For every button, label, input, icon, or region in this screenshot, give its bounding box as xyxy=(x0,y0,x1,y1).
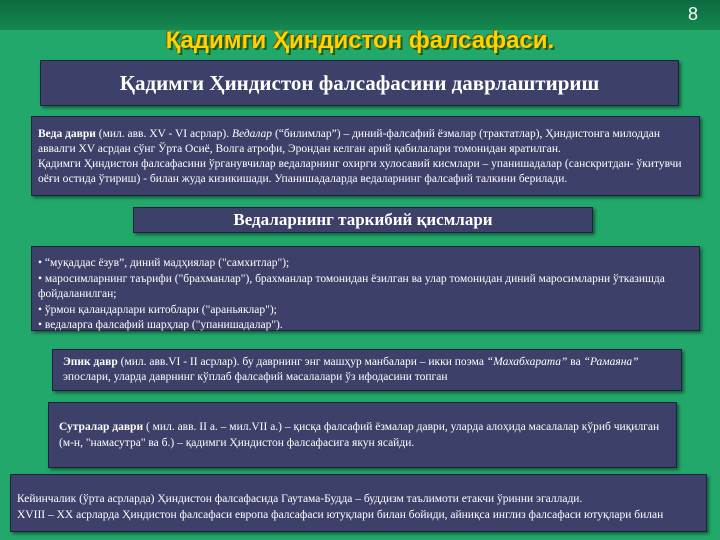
veda-date: (мил. авв. XV - VI асрлар). xyxy=(95,128,232,140)
page-number: 8 xyxy=(687,4,698,24)
epic-and: ва xyxy=(567,356,584,368)
epic-text2: эпослари, уларда даврнинг кўплаб фалсафий масалалари ўз ифодасини топган xyxy=(63,371,448,383)
components-header: Ведаларнинг таркибий қисмлари xyxy=(133,207,593,233)
component-item: • “муқаддас ёзув”, диний мадҳиялар ("самхитлар"); xyxy=(38,257,290,269)
epic-text1: (мил. авв.VI - II асрлар). бу даврнинг энг машҳур манбалари – икки поэма xyxy=(117,356,487,368)
sutra-title: Сутралар даври xyxy=(59,421,144,433)
sutra-text: ( мил. авв. II а. – мил.VII а.) – қисқа фалсафий ёзмалар даври, уларда алоҳида масалалар кўриб чиқилган (м-н, "намасутра" ва б.) – қадимги Ҳиндистон фалсафасига якун ясайди. xyxy=(59,421,660,449)
veda-line2: Қадимги Ҳиндистон фалсафасини ўрганувчилар ведаларнинг охирги хулосавий кисмлари – упанишадалар (санскритдан- ўкитувчи оёғи остида ўтириш) - билан жуда кизикишади. Упанишадаларда ведаларнинг фалсафий талкини берилади. xyxy=(38,158,682,185)
veda-title: Веда даври xyxy=(38,128,96,140)
veda-period-box xyxy=(31,116,700,196)
section-header: Қадимги Ҳиндистон фалсафасини даврлаштириш xyxy=(40,60,679,106)
top-bar xyxy=(0,0,720,30)
veda-line1: (“билимлар”) – диний-фалсафий ёзмалар (трактатлар), Ҳиндистонга милоддан аввалги XV асрдан сўнг Ўрта Осиё, Волга атрофи, Эрондан келган арий қабилалари томонидан яратилган. xyxy=(38,128,661,155)
epic-period-box xyxy=(52,349,682,391)
later-period-box xyxy=(10,474,707,532)
epic-title: Эпик давр xyxy=(63,356,118,368)
slide-title: Қадимги Ҳиндистон фалсафаси. xyxy=(165,27,555,54)
component-item: • маросимларнинг таърифи ("брахманлар"), брахманлар томонидан ёзилган ва улар томонидан диний маросимларни ўтказишда фойдаланилган; xyxy=(38,272,665,301)
poem-ramayana: “Рамаяна” xyxy=(583,356,639,368)
component-item: • ўрмон қаландарлари китоблари ("араньяклар"); xyxy=(38,303,277,316)
component-item: • ведаларга фалсафий шарҳлар ("упанишадалар"). xyxy=(38,319,283,332)
poem-mahabharata: “Махабхарата” xyxy=(486,356,568,368)
components-box xyxy=(31,246,700,331)
later-line1: Кейинчалик (ўрта асрларда) Ҳиндистон фалсафасида Гаутама-Будда – буддизм таълимоти етакчи ўринни эгаллади. xyxy=(17,493,583,505)
sutra-period-box xyxy=(48,402,677,468)
vedalar-term: Ведалар xyxy=(231,128,273,140)
later-line2: XVIII – XX асрларда Ҳиндистон фалсафаси европа фалсафаси ютуқлари билан бойиди, айниқса инглиз фалсафаси ютуқлари билан xyxy=(17,509,664,521)
